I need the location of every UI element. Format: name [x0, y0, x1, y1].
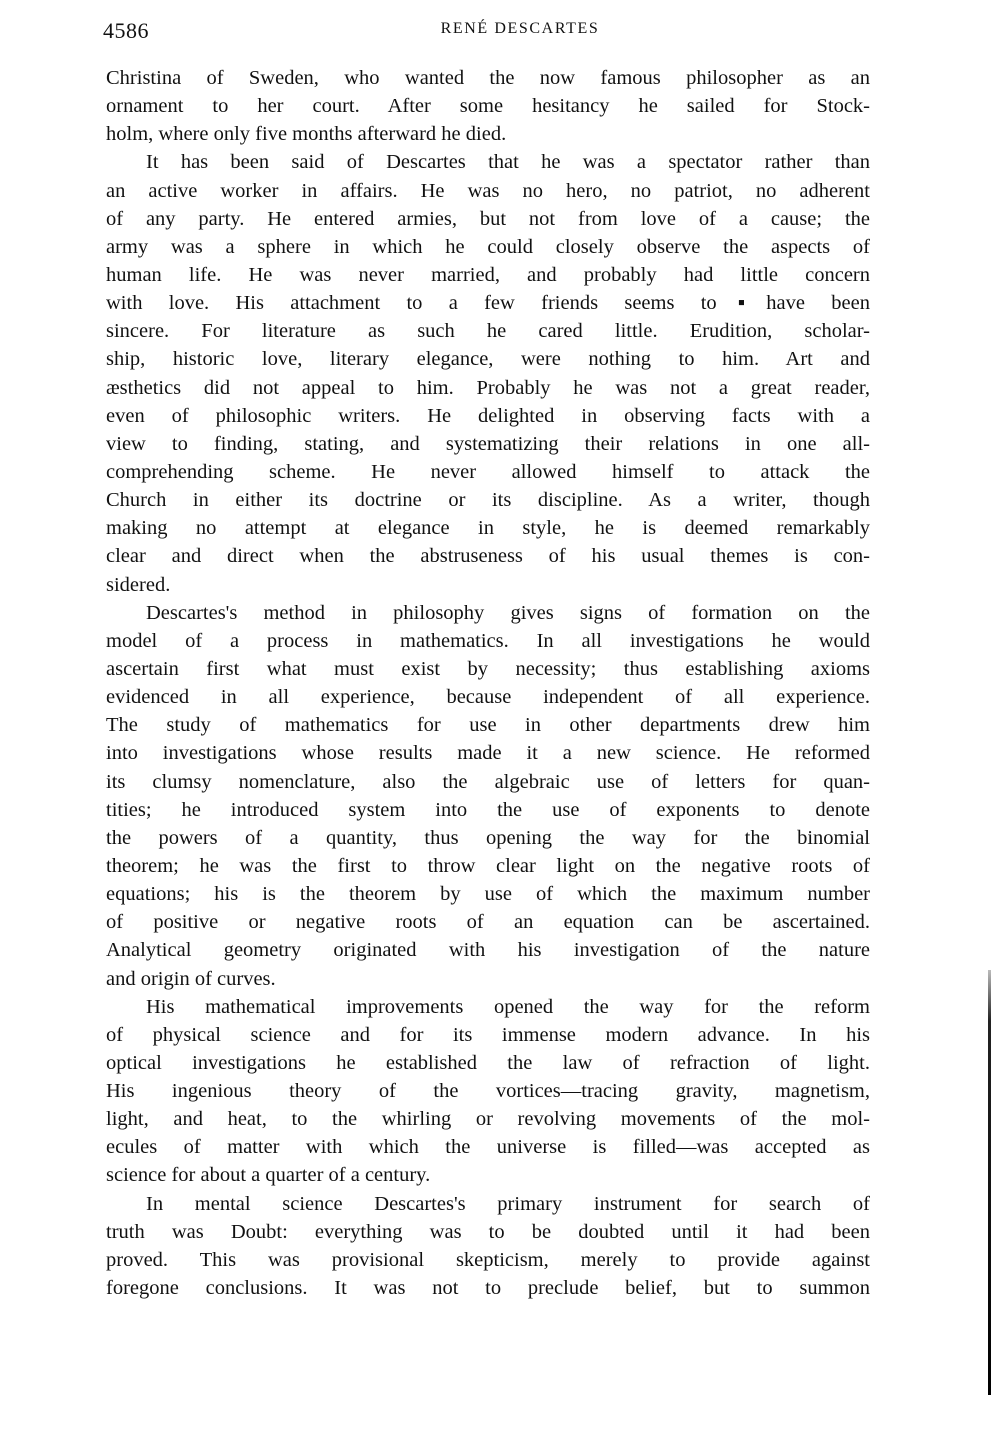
paragraph [106, 1190, 870, 1303]
text-line: army was a sphere in which he could closely observe the aspects of [106, 235, 870, 258]
text-line: sidered. [106, 573, 171, 596]
text-line: The study of mathematics for use in other departments drew him [106, 714, 870, 737]
text-line: equations; his is the theorem by use of which the maximum number [106, 883, 870, 906]
text-line: In mental science Descartes's primary instrument for search of [146, 1192, 870, 1215]
text-line: making no attempt at elegance in style, he is deemed remarkably [106, 517, 870, 540]
text-line: of any party. He entered armies, but not from love of a cause; the [106, 207, 870, 230]
text-line: of physical science and for its immense modern advance. In his [106, 1023, 870, 1046]
text-line: tities; he introduced system into the use of exponents to denote [106, 798, 870, 821]
text-line: model of a process in mathematics. In all investigations he would [106, 629, 870, 652]
text-line: sincere. For literature as such he cared little. Erudition, scholar- [106, 320, 870, 343]
text-line: light, and heat, to the whirling or revolving movements of the mol- [106, 1108, 870, 1131]
text-line: theorem; he was the first to throw clear light on the negative roots of [106, 854, 870, 877]
text-line: proved. This was provisional skepticism, merely to provide against [106, 1248, 870, 1271]
text-line: His ingenious theory of the vortices—tracing gravity, magnetism, [106, 1080, 870, 1103]
text-line: ascertain first what must exist by necessity; thus establishing axioms [106, 657, 870, 680]
text-line: ship, historic love, literary elegance, were nothing to him. Art and [106, 348, 870, 371]
text-line: science for about a quarter of a century. [106, 1164, 431, 1187]
text-line: an active worker in affairs. He was no hero, no patriot, no adherent [106, 179, 870, 202]
text-line: foregone conclusions. It was not to preclude belief, but to summon [106, 1277, 870, 1300]
text-line: Descartes's method in philosophy gives signs of formation on the [146, 601, 870, 624]
text-line: into investigations whose results made it a new science. He reformed [106, 742, 870, 765]
text-line: evidenced in all experience, because independent of all experience. [106, 686, 870, 709]
text-line: His mathematical improvements opened the way for the reform [146, 995, 870, 1018]
paragraph [106, 148, 870, 598]
paragraph [106, 599, 870, 993]
text-line: It has been said of Descartes that he was a spectator rather than [146, 151, 870, 174]
text-line: with love. His attachment to a few friends seems to▪have been [106, 292, 870, 315]
text-line: holm, where only five months afterward he died. [106, 123, 507, 146]
text-line: of positive or negative roots of an equation can be ascertained. [106, 911, 870, 934]
text-line: Church in either its doctrine or its discipline. As a writer, though [106, 489, 870, 512]
text-line: ornament to her court. After some hesitancy he sailed for Stock- [106, 95, 870, 118]
text-line: even of philosophic writers. He delighted in observing facts with a [106, 404, 870, 427]
text-line: ecules of matter with which the universe is filled—was accepted as [106, 1136, 870, 1159]
text-line: Analytical geometry originated with his investigation of the nature [106, 939, 870, 962]
page-number: 4586 [103, 18, 149, 43]
paragraph [106, 993, 870, 1190]
body-text [106, 64, 870, 1302]
text-line: truth was Doubt: everything was to be doubted until it had been [106, 1220, 870, 1243]
scan-edge-artifact [988, 970, 991, 1395]
text-line: optical investigations he established the law of refraction of light. [106, 1051, 870, 1074]
paragraph [106, 64, 870, 148]
text-line: Christina of Sweden, who wanted the now famous philosopher as an [106, 67, 870, 89]
running-head: RENÉ DESCARTES [440, 20, 600, 37]
text-line: clear and direct when the abstruseness of his usual themes is con- [106, 545, 870, 568]
text-line: view to finding, stating, and systematizing their relations in one all- [106, 432, 870, 455]
text-line: comprehending scheme. He never allowed himself to attack the [106, 460, 870, 483]
text-line: æsthetics did not appeal to him. Probably he was not a great reader, [106, 376, 870, 399]
text-line: its clumsy nomenclature, also the algebraic use of letters for quan- [106, 770, 870, 793]
text-line: the powers of a quantity, thus opening the way for the binomial [106, 826, 870, 849]
text-line: and origin of curves. [106, 967, 276, 990]
text-line: human life. He was never married, and probably had little concern [106, 263, 870, 286]
